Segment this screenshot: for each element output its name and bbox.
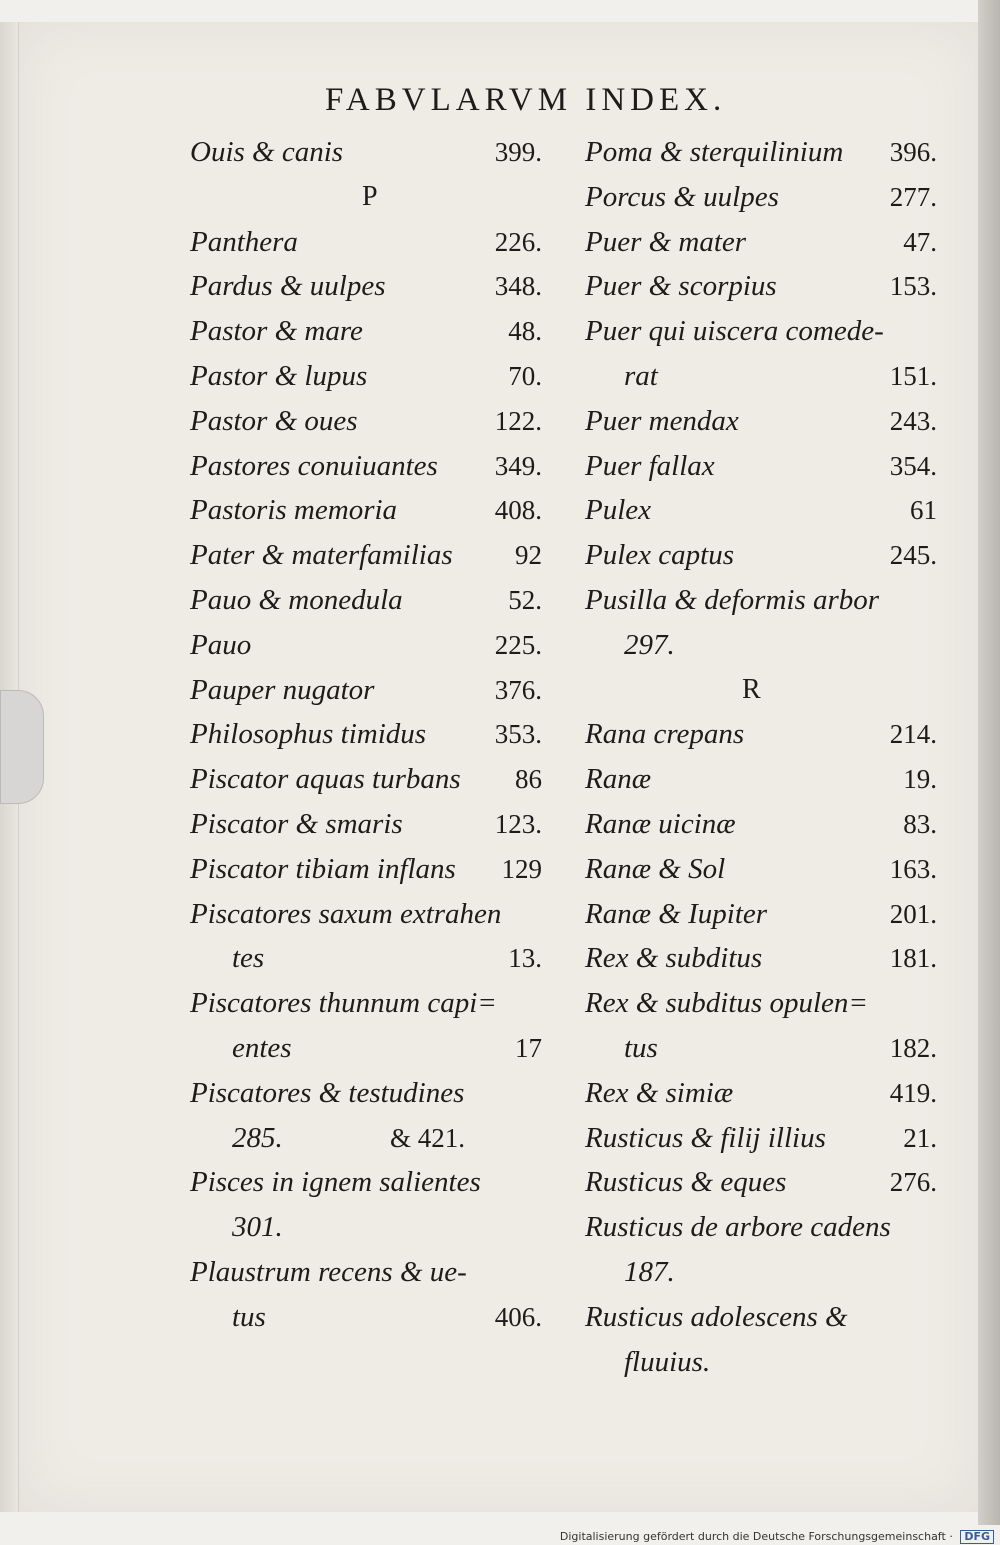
page-number: 214. (889, 719, 937, 750)
index-entry: Pisces in ignem salientes (190, 1166, 481, 1199)
index-entry: Ranæ (585, 763, 652, 796)
index-entry: Pulex captus (585, 539, 734, 572)
index-entry: Piscator & smaris (190, 808, 403, 840)
index-entry: Puer qui uiscera comede- (585, 315, 884, 348)
page-number: 163. (889, 853, 937, 884)
index-entry: tes (232, 942, 265, 975)
page-number: 225. (494, 629, 542, 660)
index-entry: Puer fallax (585, 449, 715, 482)
index-entry: 301. (232, 1211, 283, 1244)
page-number: 153. (889, 271, 937, 302)
index-entry: Poma & sterquilinium (585, 136, 844, 168)
page-number: 277. (889, 181, 937, 212)
index-entry: Rex & simiæ (585, 1076, 734, 1109)
page-number: 17 (515, 1033, 542, 1063)
index-entry: Pater & materfamilias (190, 539, 453, 572)
page-number: & 421. (390, 1122, 466, 1153)
page-number: 353. (494, 719, 542, 750)
page-number: 399. (494, 137, 542, 167)
page-number: 226. (494, 226, 542, 257)
index-entry: Pastores conuiuantes (190, 449, 438, 482)
index-entry: Rusticus de arbore cadens (585, 1211, 891, 1244)
index-entry: Rex & subditus (585, 942, 763, 975)
index-entry: Ranæ uicinæ (585, 808, 736, 840)
page-number: 245. (889, 540, 937, 571)
page-number: 129 (501, 853, 542, 884)
index-entry: Porcus & uulpes (585, 180, 779, 213)
index-entry: Pauper nugator (190, 673, 375, 706)
index-entry: Pulex (585, 494, 652, 527)
index-entry: 187. (624, 1256, 675, 1288)
index-entry: rat (624, 360, 658, 392)
index-entry: Rex & subditus opulen= (585, 987, 868, 1020)
index-entry: 297. (624, 628, 675, 661)
index-entry: R (742, 673, 761, 705)
index-entry: Plaustrum recens & ue- (190, 1256, 467, 1288)
page-number: 70. (508, 361, 542, 391)
index-entry: Puer mendax (585, 404, 739, 437)
index-entry: Pastoris memoria (190, 494, 398, 527)
index-entry: Pastor & lupus (190, 360, 368, 392)
index-entry: entes (232, 1032, 292, 1064)
index-entry: Panthera (190, 225, 298, 258)
index-entry: Rana crepans (585, 718, 745, 751)
page-number: 151. (889, 361, 937, 391)
binding-strip (978, 0, 1000, 1525)
page-number: 419. (889, 1077, 937, 1108)
index-entry: Pastor & oues (190, 404, 358, 437)
index-entry: P (362, 180, 378, 212)
page-number: 348. (494, 271, 542, 302)
page-number: 406. (494, 1301, 542, 1332)
index-entry: Ranæ & Sol (585, 852, 726, 885)
page-number: 201. (889, 898, 937, 929)
page-number: 47. (903, 226, 937, 257)
page-number: 83. (903, 809, 937, 839)
index-entry: Philosophus timidus (190, 718, 427, 751)
index-entry: 285. (232, 1121, 283, 1154)
index-entry: Puer & scorpius (585, 270, 777, 303)
page-number: 349. (494, 450, 542, 481)
page-number: 61 (910, 495, 937, 526)
page-number: 182. (889, 1033, 937, 1063)
page-tab (0, 690, 44, 804)
index-entry: Rusticus adolescens & (585, 1300, 848, 1333)
page-number: 181. (889, 943, 937, 974)
credit-text: Digitalisierung gefördert durch die Deutsche Forschungsgemeinschaft (559, 1530, 946, 1543)
page-number: 86 (515, 764, 542, 795)
index-entry: Ranæ & Iupiter (585, 897, 768, 930)
page-number: 48. (508, 316, 542, 347)
index-entry: Piscator aquas turbans (190, 763, 461, 796)
page-number: 123. (494, 809, 542, 839)
index-entry: Pauo & monedula (190, 584, 403, 616)
dfg-logo: DFG (960, 1530, 994, 1544)
index-entry: Puer & mater (585, 225, 747, 258)
page-number: 19. (903, 764, 937, 795)
index-entry: Ouis & canis (190, 136, 344, 168)
index-entry: Pauo (190, 628, 252, 661)
index-entry: Piscatores & testudines (190, 1076, 465, 1109)
index-entry: Pastor & mare (190, 315, 363, 348)
page-number: 13. (508, 943, 542, 974)
index-entry: fluuius. (624, 1345, 711, 1378)
page-number: 408. (494, 495, 542, 526)
index-entry: tus (624, 1032, 658, 1064)
index-entry: tus (232, 1300, 266, 1333)
page-number: 354. (889, 450, 937, 481)
page-number: 376. (494, 674, 542, 705)
page-number: 276. (889, 1167, 937, 1198)
index-entry: Pardus & uulpes (190, 270, 386, 303)
page-header: FABVLARVM INDEX. (325, 82, 727, 118)
index-entry: Piscator tibiam inflans (190, 852, 456, 885)
index-entry: Rusticus & eques (585, 1166, 787, 1199)
page-number: 396. (889, 137, 937, 167)
index-entry: Piscatores thunnum capi= (190, 987, 497, 1020)
digitization-credit: Digitalisierung gefördert durch die Deutsche Forschungsgemeinschaft · DFG (560, 1528, 994, 1545)
index-entry: Rusticus & filij illius (585, 1121, 826, 1154)
page-number: 122. (494, 405, 542, 436)
page-number: 92 (515, 540, 542, 571)
page-number: 52. (508, 585, 542, 615)
index-entry: Piscatores saxum extrahen (190, 897, 502, 930)
index-entry: Pusilla & deformis arbor (585, 584, 880, 616)
page-number: 21. (903, 1122, 937, 1153)
page-number: 243. (889, 405, 937, 436)
